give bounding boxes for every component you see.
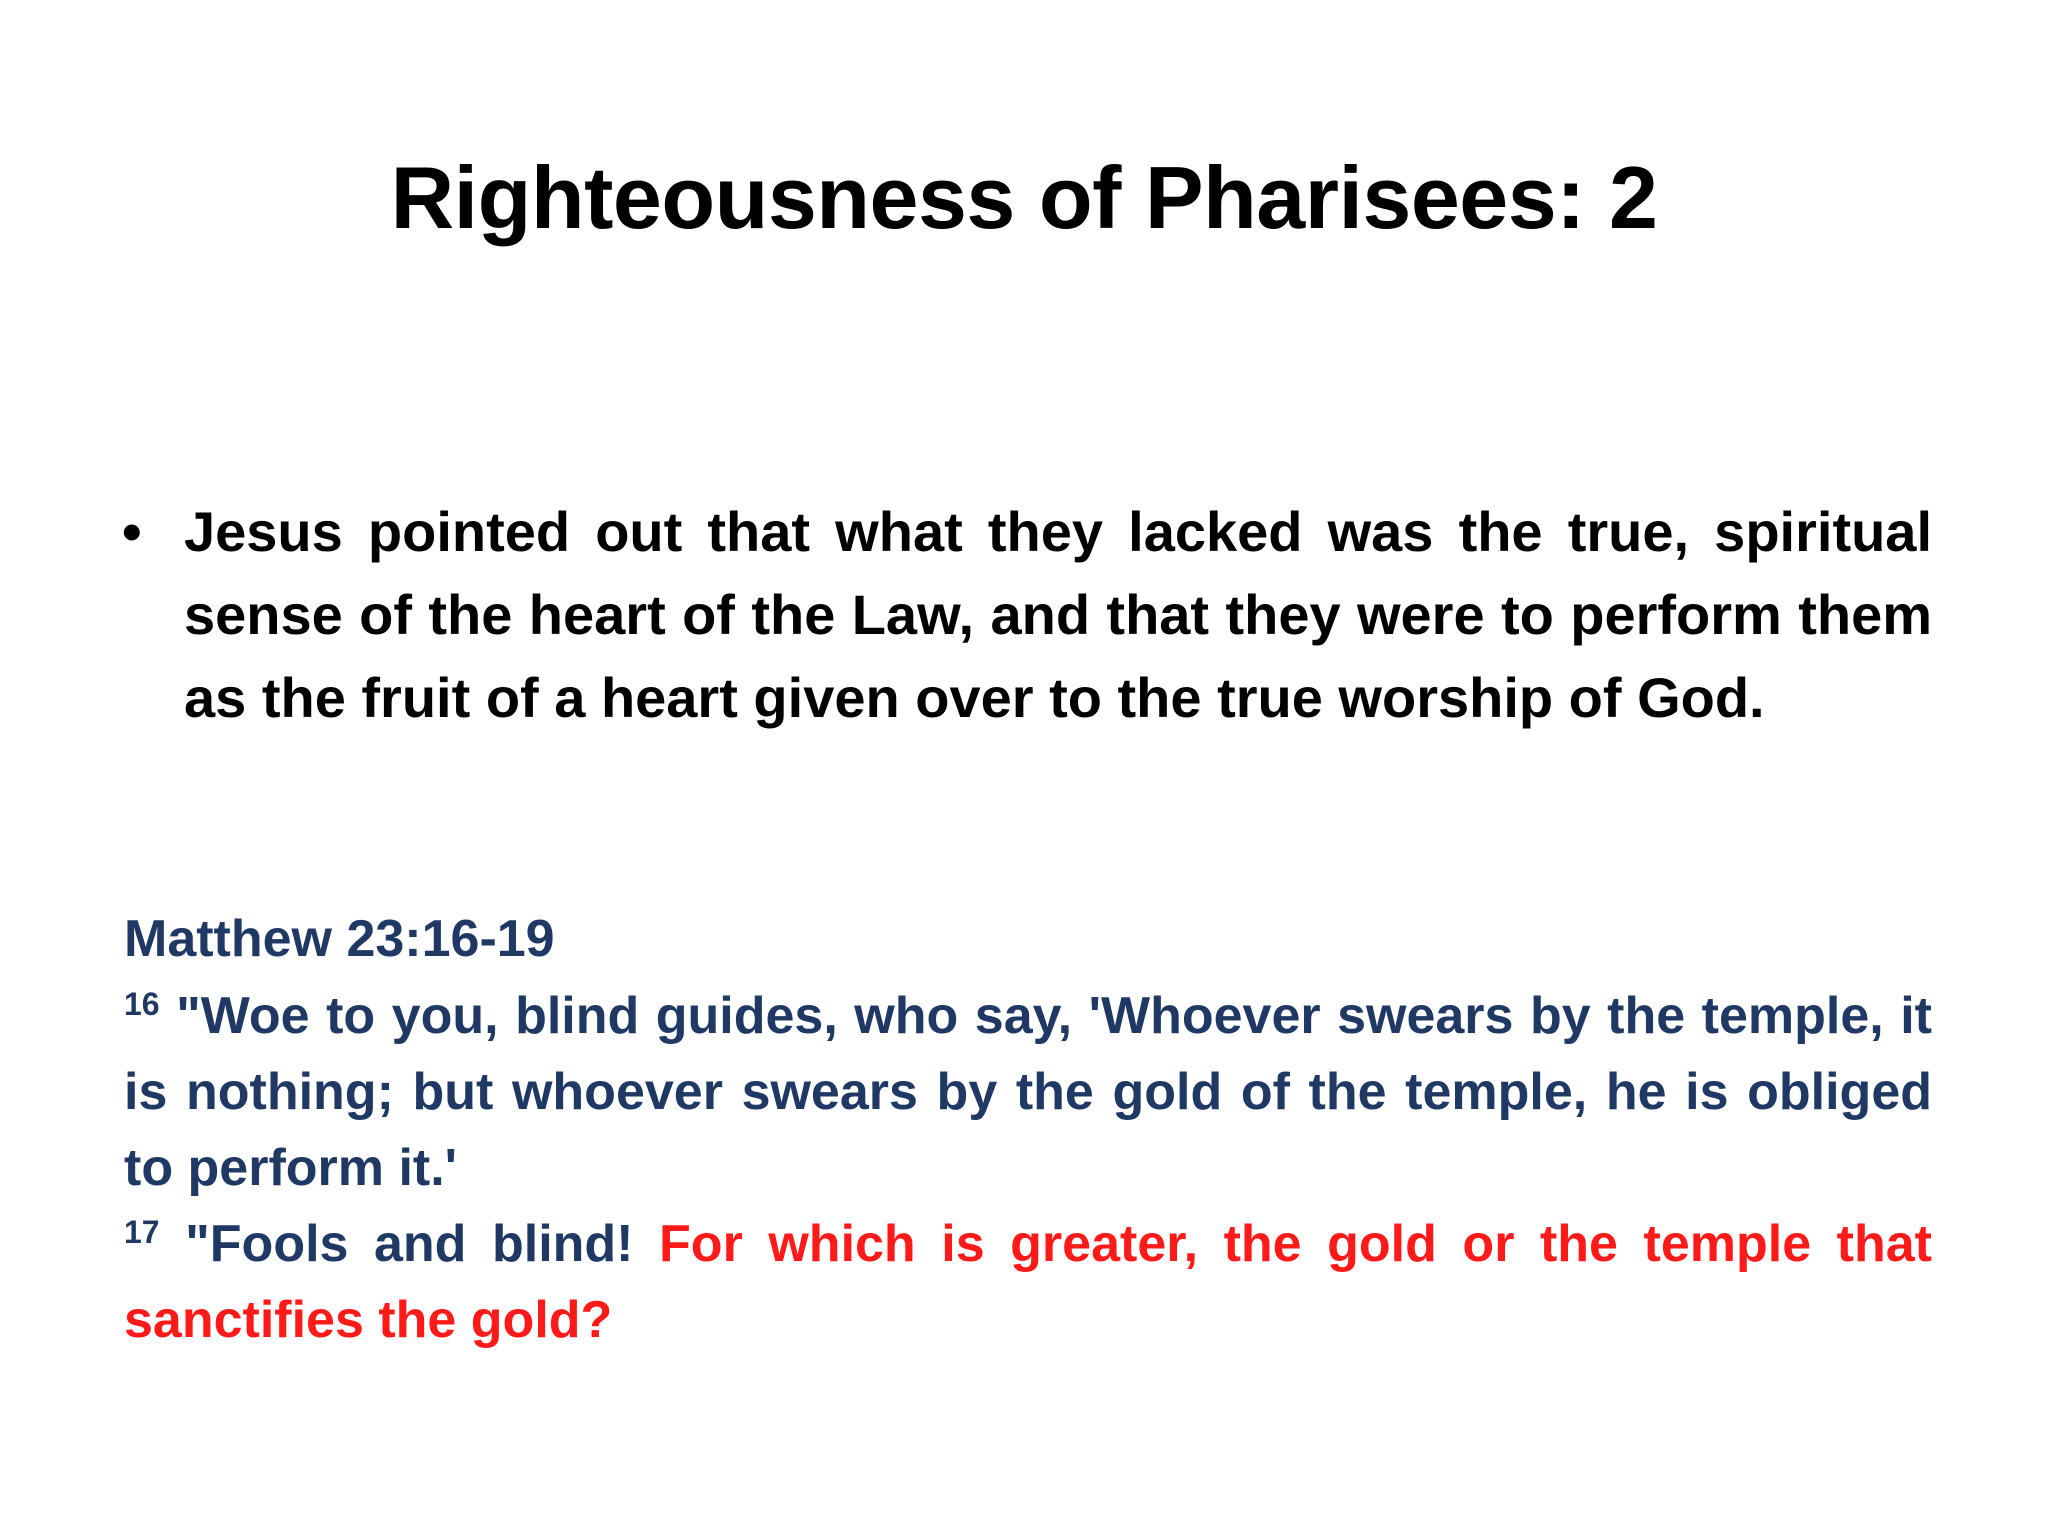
verse-17 xyxy=(124,1206,1932,1358)
verse-highlight-text: For which is greater, the gold or the temple that sanctifies the gold? xyxy=(124,1215,1932,1349)
bullet-point xyxy=(122,490,1932,739)
slide-title: Righteousness of Pharisees: 2 xyxy=(390,148,1658,247)
verse-16 xyxy=(124,978,1932,1206)
bullet-text: Jesus pointed out that what they lacked was the true, spiritual sense of the heart of the Law, and that they were to perform them as the fruit of a heart given over to the true worship of God. xyxy=(184,500,1932,729)
verse-text: "Woe to you, blind guides, who say, 'Whoever swears by the temple, it is nothing; but whoever swears by the gold of the temple, he is obliged to perform it.' xyxy=(124,987,1932,1197)
verse-number: 17 xyxy=(124,1214,160,1250)
verse-text: "Fools and blind! xyxy=(159,1215,660,1273)
scripture-passage xyxy=(124,900,1932,1358)
scripture-reference: Matthew 23:16-19 xyxy=(124,910,555,968)
bullet-marker: • xyxy=(122,500,142,563)
verse-number: 16 xyxy=(124,986,160,1022)
